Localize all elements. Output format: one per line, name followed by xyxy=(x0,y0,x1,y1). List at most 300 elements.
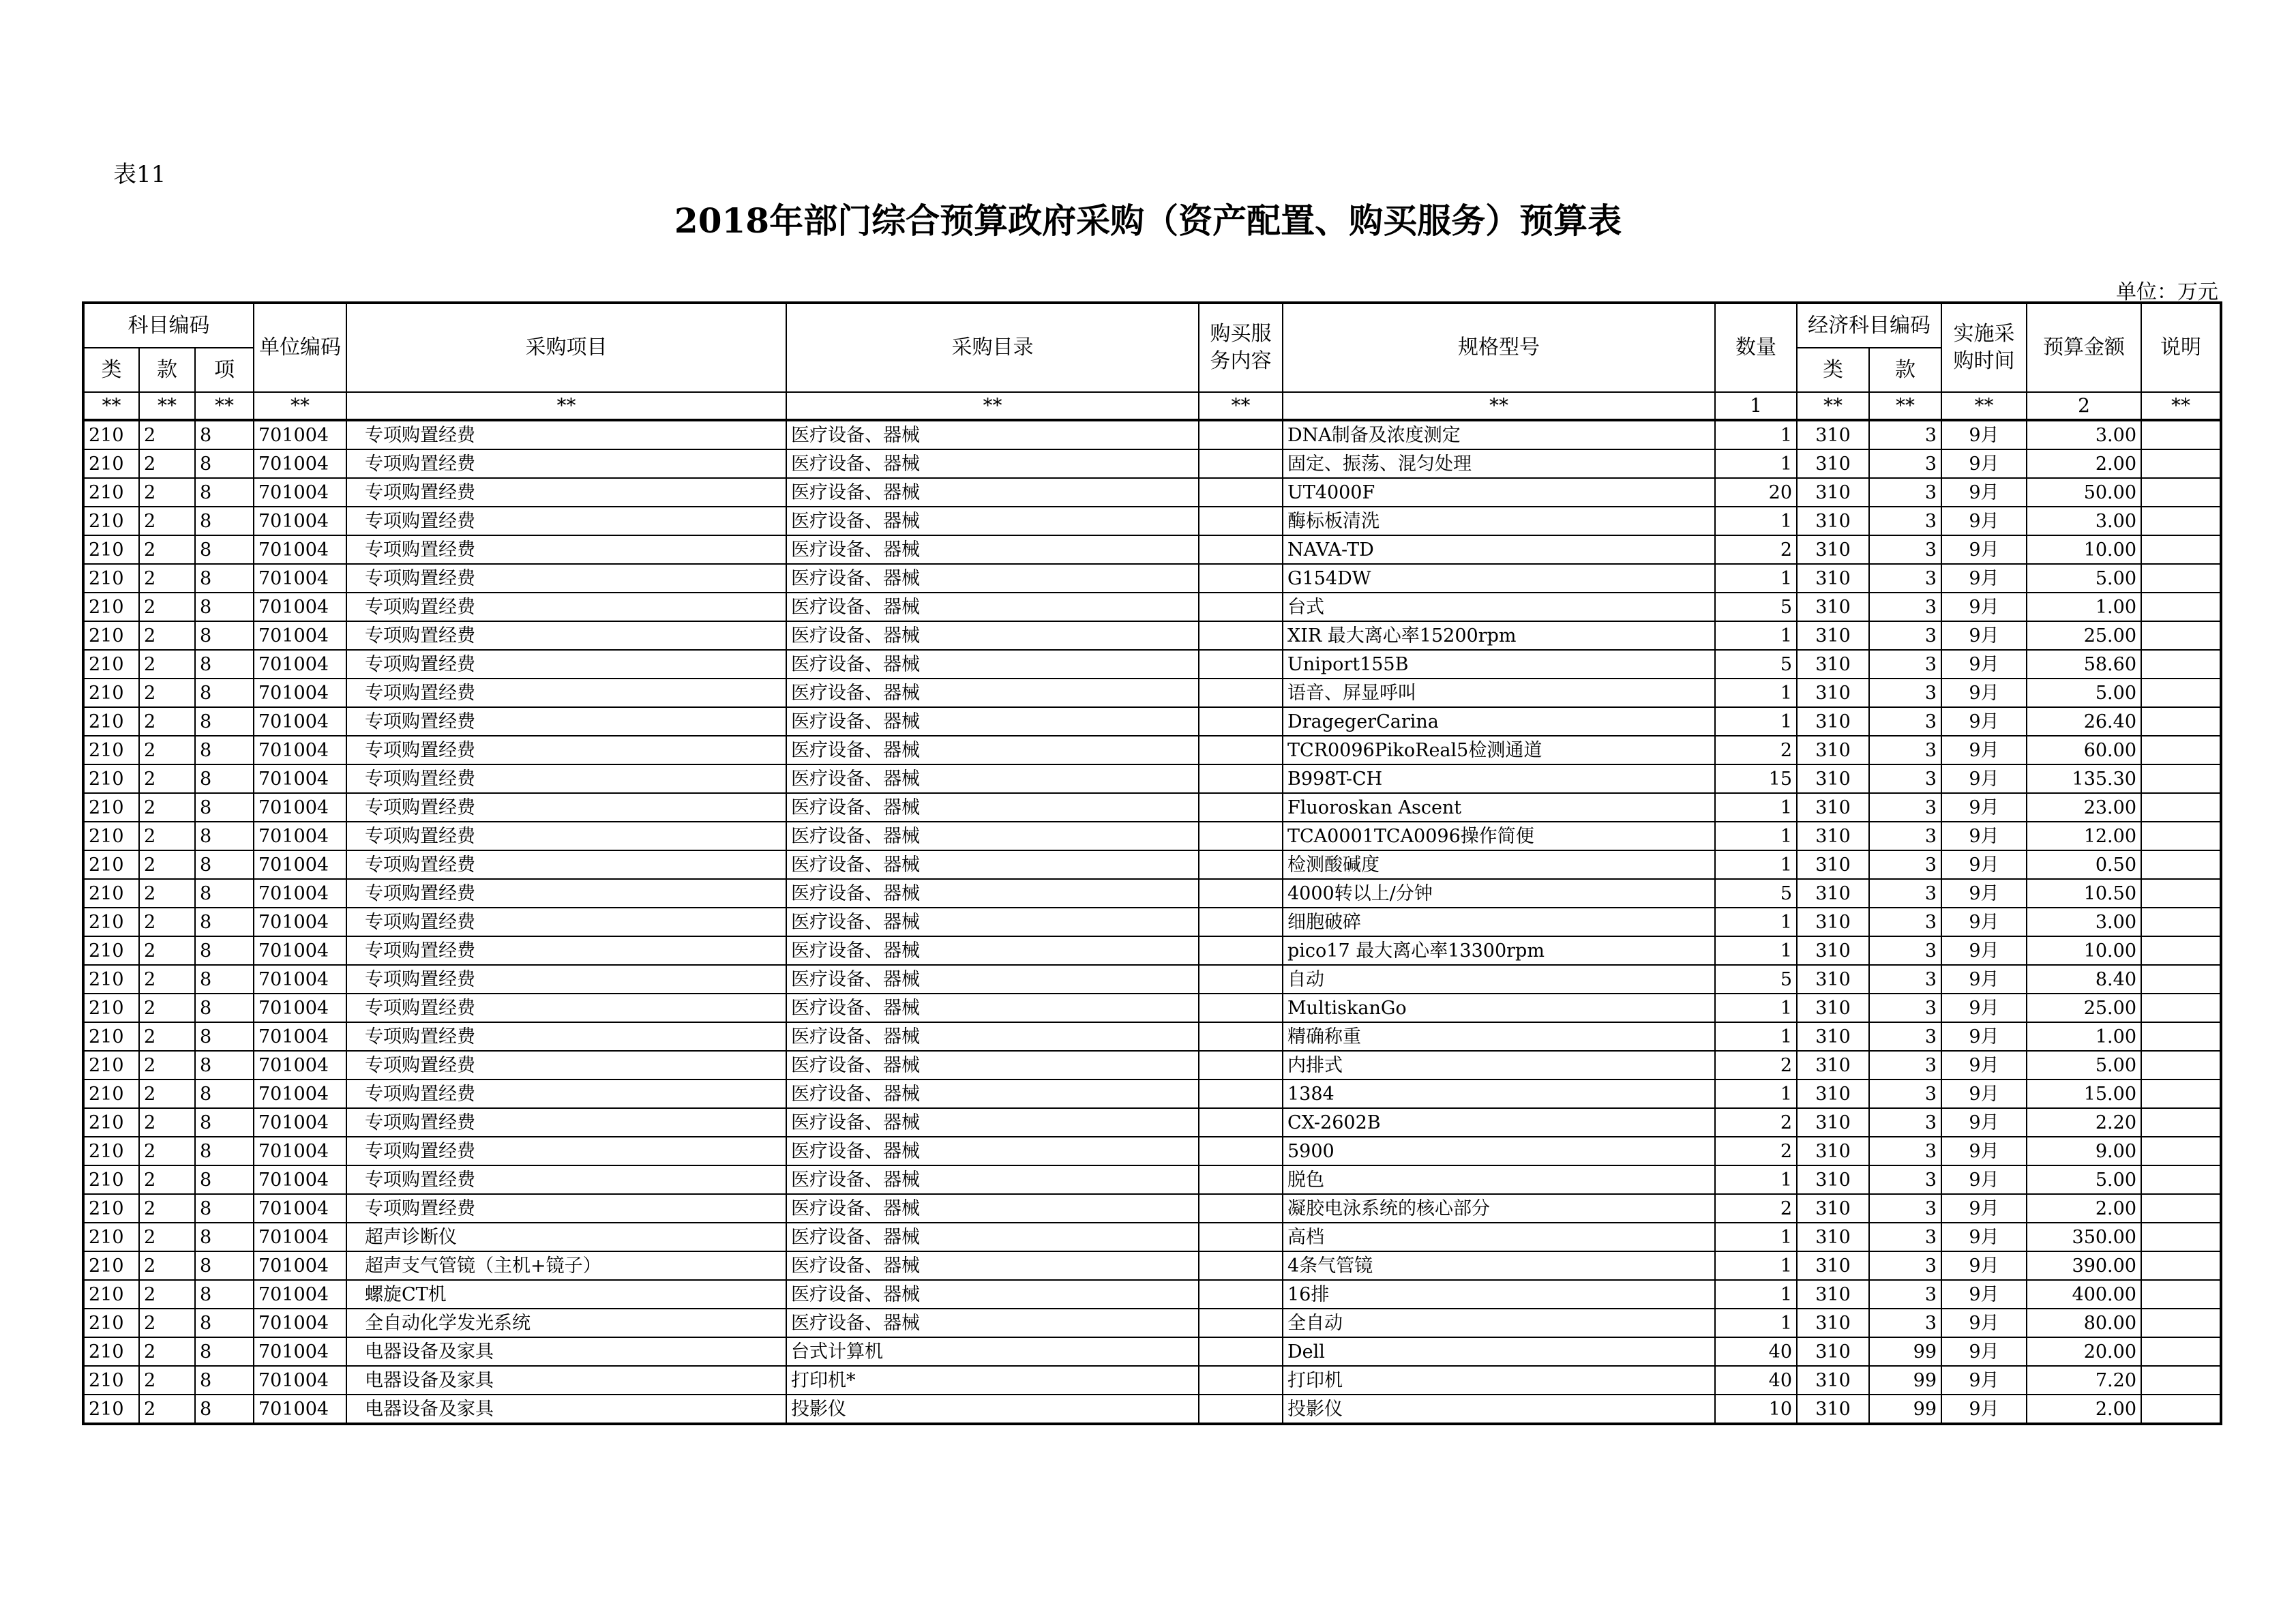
cell-project: 专项购置经费 xyxy=(346,535,786,564)
cell-project: 专项购置经费 xyxy=(346,478,786,507)
cell-kuan: 2 xyxy=(139,1051,195,1079)
cell-note xyxy=(2141,936,2221,965)
cell-spec: B998T-CH xyxy=(1283,764,1715,793)
cell-amount: 5.00 xyxy=(2027,679,2141,707)
cell-catalog: 医疗设备、器械 xyxy=(786,1223,1199,1251)
cell-time: 9月 xyxy=(1941,650,2027,679)
cell-kuan: 2 xyxy=(139,736,195,764)
cell-kuan: 2 xyxy=(139,1395,195,1424)
cell-note xyxy=(2141,793,2221,822)
cell-lei: 210 xyxy=(83,1108,139,1137)
cell-xiang: 8 xyxy=(195,1223,254,1251)
cell-xiang: 8 xyxy=(195,650,254,679)
cell-econ-lei: 310 xyxy=(1797,535,1869,564)
table-row xyxy=(83,564,2221,593)
cell-spec: 酶标板清洗 xyxy=(1283,507,1715,535)
cell-project: 专项购置经费 xyxy=(346,764,786,793)
cell-xiang: 8 xyxy=(195,507,254,535)
cell-unit-code: 701004 xyxy=(254,1108,346,1137)
cell-amount: 58.60 xyxy=(2027,650,2141,679)
cell-catalog: 医疗设备、器械 xyxy=(786,478,1199,507)
cell-time: 9月 xyxy=(1941,1165,2027,1194)
cell-spec: 固定、振荡、混匀处理 xyxy=(1283,449,1715,478)
cell-service xyxy=(1199,850,1283,879)
table-row xyxy=(83,1309,2221,1337)
cell-note xyxy=(2141,879,2221,908)
cell-kuan: 2 xyxy=(139,936,195,965)
cell-lei: 210 xyxy=(83,1079,139,1108)
cell-project: 专项购置经费 xyxy=(346,650,786,679)
cell-econ-kuan: 3 xyxy=(1869,1165,1941,1194)
cell-amount: 7.20 xyxy=(2027,1366,2141,1395)
table-row xyxy=(83,736,2221,764)
cell-quantity: 1 xyxy=(1715,679,1797,707)
cell-service xyxy=(1199,1165,1283,1194)
cell-spec: 自动 xyxy=(1283,965,1715,994)
cell-xiang: 8 xyxy=(195,1108,254,1137)
cell-project: 专项购置经费 xyxy=(346,850,786,879)
cell-note xyxy=(2141,1051,2221,1079)
table-row xyxy=(83,1108,2221,1137)
header-spec: 规格型号 xyxy=(1283,303,1715,392)
cell-quantity: 1 xyxy=(1715,707,1797,736)
marker-cell: ** xyxy=(195,392,254,420)
table-row xyxy=(83,1280,2221,1309)
cell-unit-code: 701004 xyxy=(254,822,346,850)
cell-kuan: 2 xyxy=(139,593,195,621)
cell-xiang: 8 xyxy=(195,1309,254,1337)
cell-unit-code: 701004 xyxy=(254,1251,346,1280)
cell-note xyxy=(2141,1366,2221,1395)
cell-amount: 12.00 xyxy=(2027,822,2141,850)
cell-amount: 2.00 xyxy=(2027,1194,2141,1223)
cell-spec: 凝胶电泳系统的核心部分 xyxy=(1283,1194,1715,1223)
cell-time: 9月 xyxy=(1941,793,2027,822)
cell-time: 9月 xyxy=(1941,965,2027,994)
cell-time: 9月 xyxy=(1941,707,2027,736)
cell-spec: 细胞破碎 xyxy=(1283,908,1715,936)
cell-kuan: 2 xyxy=(139,1165,195,1194)
cell-service xyxy=(1199,936,1283,965)
cell-project: 专项购置经费 xyxy=(346,1165,786,1194)
cell-note xyxy=(2141,1165,2221,1194)
cell-note xyxy=(2141,764,2221,793)
cell-unit-code: 701004 xyxy=(254,1280,346,1309)
cell-project: 专项购置经费 xyxy=(346,593,786,621)
cell-lei: 210 xyxy=(83,593,139,621)
cell-spec: 16排 xyxy=(1283,1280,1715,1309)
cell-quantity: 1 xyxy=(1715,420,1797,449)
cell-lei: 210 xyxy=(83,507,139,535)
cell-xiang: 8 xyxy=(195,449,254,478)
cell-spec: 5900 xyxy=(1283,1137,1715,1165)
cell-unit-code: 701004 xyxy=(254,850,346,879)
cell-service xyxy=(1199,764,1283,793)
cell-spec: 投影仪 xyxy=(1283,1395,1715,1424)
cell-xiang: 8 xyxy=(195,1022,254,1051)
marker-cell: ** xyxy=(139,392,195,420)
cell-time: 9月 xyxy=(1941,1251,2027,1280)
cell-unit-code: 701004 xyxy=(254,736,346,764)
cell-project: 专项购置经费 xyxy=(346,908,786,936)
cell-econ-kuan: 3 xyxy=(1869,994,1941,1022)
cell-econ-lei: 310 xyxy=(1797,1337,1869,1366)
cell-note xyxy=(2141,994,2221,1022)
table-row xyxy=(83,936,2221,965)
cell-note xyxy=(2141,564,2221,593)
cell-econ-lei: 310 xyxy=(1797,593,1869,621)
cell-quantity: 5 xyxy=(1715,965,1797,994)
cell-quantity: 15 xyxy=(1715,764,1797,793)
cell-econ-kuan: 3 xyxy=(1869,420,1941,449)
cell-service xyxy=(1199,1309,1283,1337)
cell-econ-lei: 310 xyxy=(1797,1366,1869,1395)
cell-note xyxy=(2141,507,2221,535)
cell-lei: 210 xyxy=(83,908,139,936)
cell-kuan: 2 xyxy=(139,1280,195,1309)
cell-amount: 1.00 xyxy=(2027,1022,2141,1051)
cell-amount: 26.40 xyxy=(2027,707,2141,736)
cell-xiang: 8 xyxy=(195,1194,254,1223)
cell-project: 专项购置经费 xyxy=(346,449,786,478)
cell-kuan: 2 xyxy=(139,994,195,1022)
cell-lei: 210 xyxy=(83,764,139,793)
cell-econ-lei: 310 xyxy=(1797,1251,1869,1280)
cell-project: 专项购置经费 xyxy=(346,1022,786,1051)
cell-quantity: 1 xyxy=(1715,1280,1797,1309)
cell-unit-code: 701004 xyxy=(254,1051,346,1079)
cell-kuan: 2 xyxy=(139,1022,195,1051)
cell-quantity: 2 xyxy=(1715,1137,1797,1165)
table-header xyxy=(83,303,2221,420)
cell-project: 专项购置经费 xyxy=(346,1079,786,1108)
cell-project: 专项购置经费 xyxy=(346,507,786,535)
cell-spec: 检测酸碱度 xyxy=(1283,850,1715,879)
table-row xyxy=(83,1223,2221,1251)
cell-time: 9月 xyxy=(1941,478,2027,507)
table-row xyxy=(83,1337,2221,1366)
cell-time: 9月 xyxy=(1941,822,2027,850)
cell-project: 专项购置经费 xyxy=(346,994,786,1022)
cell-kuan: 2 xyxy=(139,822,195,850)
table-row xyxy=(83,535,2221,564)
cell-catalog: 医疗设备、器械 xyxy=(786,621,1199,650)
cell-project: 电器设备及家具 xyxy=(346,1395,786,1424)
cell-lei: 210 xyxy=(83,420,139,449)
cell-unit-code: 701004 xyxy=(254,707,346,736)
cell-note xyxy=(2141,1337,2221,1366)
cell-spec: pico17 最大离心率13300rpm xyxy=(1283,936,1715,965)
cell-time: 9月 xyxy=(1941,1108,2027,1137)
cell-catalog: 医疗设备、器械 xyxy=(786,1079,1199,1108)
cell-econ-kuan: 3 xyxy=(1869,1022,1941,1051)
header-note: 说明 xyxy=(2141,303,2221,392)
cell-lei: 210 xyxy=(83,736,139,764)
cell-note xyxy=(2141,478,2221,507)
cell-project: 专项购置经费 xyxy=(346,1108,786,1137)
cell-econ-lei: 310 xyxy=(1797,965,1869,994)
cell-lei: 210 xyxy=(83,850,139,879)
cell-service xyxy=(1199,822,1283,850)
cell-service xyxy=(1199,707,1283,736)
cell-spec: Uniport155B xyxy=(1283,650,1715,679)
cell-amount: 25.00 xyxy=(2027,994,2141,1022)
cell-note xyxy=(2141,1280,2221,1309)
cell-service xyxy=(1199,908,1283,936)
cell-project: 超声诊断仪 xyxy=(346,1223,786,1251)
cell-project: 超声支气管镜（主机+镜子） xyxy=(346,1251,786,1280)
cell-unit-code: 701004 xyxy=(254,936,346,965)
marker-cell: ** xyxy=(1797,392,1869,420)
cell-econ-kuan: 3 xyxy=(1869,621,1941,650)
cell-lei: 210 xyxy=(83,1337,139,1366)
cell-quantity: 1 xyxy=(1715,1251,1797,1280)
cell-lei: 210 xyxy=(83,535,139,564)
cell-project: 电器设备及家具 xyxy=(346,1337,786,1366)
cell-xiang: 8 xyxy=(195,850,254,879)
cell-kuan: 2 xyxy=(139,965,195,994)
cell-quantity: 1 xyxy=(1715,1022,1797,1051)
table-row xyxy=(83,1395,2221,1424)
cell-time: 9月 xyxy=(1941,879,2027,908)
cell-note xyxy=(2141,1223,2221,1251)
cell-quantity: 40 xyxy=(1715,1337,1797,1366)
cell-kuan: 2 xyxy=(139,1223,195,1251)
cell-quantity: 1 xyxy=(1715,507,1797,535)
cell-service xyxy=(1199,793,1283,822)
cell-amount: 10.50 xyxy=(2027,879,2141,908)
cell-note xyxy=(2141,1194,2221,1223)
cell-lei: 210 xyxy=(83,707,139,736)
cell-econ-kuan: 3 xyxy=(1869,449,1941,478)
cell-spec: 精确称重 xyxy=(1283,1022,1715,1051)
cell-lei: 210 xyxy=(83,1165,139,1194)
cell-quantity: 2 xyxy=(1715,1051,1797,1079)
header-project: 采购项目 xyxy=(346,303,786,392)
cell-time: 9月 xyxy=(1941,1051,2027,1079)
table-row xyxy=(83,420,2221,449)
cell-note xyxy=(2141,1137,2221,1165)
cell-unit-code: 701004 xyxy=(254,1165,346,1194)
marker-cell: 2 xyxy=(2027,392,2141,420)
cell-xiang: 8 xyxy=(195,478,254,507)
table-row xyxy=(83,707,2221,736)
cell-note xyxy=(2141,1022,2221,1051)
table-row xyxy=(83,1251,2221,1280)
cell-econ-kuan: 3 xyxy=(1869,1137,1941,1165)
cell-econ-kuan: 99 xyxy=(1869,1337,1941,1366)
cell-catalog: 医疗设备、器械 xyxy=(786,1194,1199,1223)
cell-econ-kuan: 3 xyxy=(1869,1280,1941,1309)
cell-kuan: 2 xyxy=(139,478,195,507)
cell-econ-lei: 310 xyxy=(1797,707,1869,736)
cell-econ-lei: 310 xyxy=(1797,850,1869,879)
table-number-label: 表11 xyxy=(113,161,166,188)
marker-row xyxy=(83,392,2221,420)
header-quantity: 数量 xyxy=(1715,303,1797,392)
cell-econ-lei: 310 xyxy=(1797,621,1869,650)
cell-service xyxy=(1199,1395,1283,1424)
cell-lei: 210 xyxy=(83,1051,139,1079)
cell-lei: 210 xyxy=(83,478,139,507)
cell-xiang: 8 xyxy=(195,420,254,449)
cell-catalog: 医疗设备、器械 xyxy=(786,1108,1199,1137)
cell-econ-kuan: 3 xyxy=(1869,593,1941,621)
cell-note xyxy=(2141,822,2221,850)
cell-kuan: 2 xyxy=(139,1366,195,1395)
cell-xiang: 8 xyxy=(195,1395,254,1424)
cell-amount: 5.00 xyxy=(2027,564,2141,593)
table-row xyxy=(83,507,2221,535)
cell-amount: 10.00 xyxy=(2027,535,2141,564)
cell-time: 9月 xyxy=(1941,1022,2027,1051)
table-row xyxy=(83,793,2221,822)
table-row xyxy=(83,822,2221,850)
cell-service xyxy=(1199,879,1283,908)
cell-service xyxy=(1199,1194,1283,1223)
cell-note xyxy=(2141,535,2221,564)
cell-unit-code: 701004 xyxy=(254,420,346,449)
cell-catalog: 医疗设备、器械 xyxy=(786,793,1199,822)
cell-unit-code: 701004 xyxy=(254,650,346,679)
cell-amount: 2.00 xyxy=(2027,1395,2141,1424)
cell-kuan: 2 xyxy=(139,850,195,879)
cell-catalog: 医疗设备、器械 xyxy=(786,1251,1199,1280)
cell-amount: 10.00 xyxy=(2027,936,2141,965)
cell-quantity: 5 xyxy=(1715,879,1797,908)
marker-cell: ** xyxy=(2141,392,2221,420)
table-row xyxy=(83,1079,2221,1108)
cell-amount: 3.00 xyxy=(2027,507,2141,535)
cell-econ-lei: 310 xyxy=(1797,1051,1869,1079)
cell-kuan: 2 xyxy=(139,621,195,650)
cell-catalog: 医疗设备、器械 xyxy=(786,879,1199,908)
cell-service xyxy=(1199,1223,1283,1251)
cell-kuan: 2 xyxy=(139,1337,195,1366)
cell-catalog: 医疗设备、器械 xyxy=(786,420,1199,449)
cell-spec: 高档 xyxy=(1283,1223,1715,1251)
cell-time: 9月 xyxy=(1941,1366,2027,1395)
cell-spec: DNA制备及浓度测定 xyxy=(1283,420,1715,449)
cell-kuan: 2 xyxy=(139,707,195,736)
table-row xyxy=(83,650,2221,679)
page-title: 2018年部门综合预算政府采购（资产配置、购买服务）预算表 xyxy=(674,200,1622,241)
cell-catalog: 医疗设备、器械 xyxy=(786,679,1199,707)
cell-econ-kuan: 3 xyxy=(1869,879,1941,908)
cell-service xyxy=(1199,1137,1283,1165)
cell-time: 9月 xyxy=(1941,564,2027,593)
cell-econ-kuan: 3 xyxy=(1869,1223,1941,1251)
cell-lei: 210 xyxy=(83,449,139,478)
header-unit-code: 单位编码 xyxy=(254,303,346,392)
cell-spec: DragegerCarina xyxy=(1283,707,1715,736)
cell-amount: 50.00 xyxy=(2027,478,2141,507)
cell-spec: 4000转以上/分钟 xyxy=(1283,879,1715,908)
cell-unit-code: 701004 xyxy=(254,965,346,994)
cell-amount: 1.00 xyxy=(2027,593,2141,621)
cell-econ-lei: 310 xyxy=(1797,1079,1869,1108)
cell-unit-code: 701004 xyxy=(254,535,346,564)
cell-service xyxy=(1199,1022,1283,1051)
cell-econ-lei: 310 xyxy=(1797,764,1869,793)
cell-quantity: 5 xyxy=(1715,593,1797,621)
cell-quantity: 1 xyxy=(1715,621,1797,650)
cell-time: 9月 xyxy=(1941,736,2027,764)
cell-econ-lei: 310 xyxy=(1797,822,1869,850)
cell-unit-code: 701004 xyxy=(254,994,346,1022)
cell-time: 9月 xyxy=(1941,936,2027,965)
cell-econ-lei: 310 xyxy=(1797,908,1869,936)
cell-econ-kuan: 3 xyxy=(1869,965,1941,994)
cell-catalog: 医疗设备、器械 xyxy=(786,1051,1199,1079)
cell-quantity: 1 xyxy=(1715,564,1797,593)
cell-unit-code: 701004 xyxy=(254,593,346,621)
budget-table xyxy=(82,301,2222,1425)
cell-amount: 15.00 xyxy=(2027,1079,2141,1108)
cell-time: 9月 xyxy=(1941,449,2027,478)
cell-time: 9月 xyxy=(1941,621,2027,650)
cell-note xyxy=(2141,449,2221,478)
cell-time: 9月 xyxy=(1941,1395,2027,1424)
cell-xiang: 8 xyxy=(195,1280,254,1309)
cell-lei: 210 xyxy=(83,1366,139,1395)
cell-unit-code: 701004 xyxy=(254,764,346,793)
cell-amount: 20.00 xyxy=(2027,1337,2141,1366)
header-time: 实施采购时间 xyxy=(1941,303,2027,392)
cell-xiang: 8 xyxy=(195,994,254,1022)
cell-catalog: 医疗设备、器械 xyxy=(786,1165,1199,1194)
cell-project: 专项购置经费 xyxy=(346,621,786,650)
cell-quantity: 1 xyxy=(1715,1165,1797,1194)
cell-lei: 210 xyxy=(83,822,139,850)
cell-xiang: 8 xyxy=(195,593,254,621)
cell-service xyxy=(1199,1337,1283,1366)
cell-note xyxy=(2141,1395,2221,1424)
cell-project: 专项购置经费 xyxy=(346,420,786,449)
cell-catalog: 投影仪 xyxy=(786,1395,1199,1424)
marker-cell: ** xyxy=(1283,392,1715,420)
cell-unit-code: 701004 xyxy=(254,1022,346,1051)
cell-econ-lei: 310 xyxy=(1797,679,1869,707)
cell-spec: MultiskanGo xyxy=(1283,994,1715,1022)
cell-kuan: 2 xyxy=(139,1309,195,1337)
cell-amount: 60.00 xyxy=(2027,736,2141,764)
cell-project: 电器设备及家具 xyxy=(346,1366,786,1395)
cell-econ-lei: 310 xyxy=(1797,1280,1869,1309)
table-row xyxy=(83,994,2221,1022)
cell-kuan: 2 xyxy=(139,420,195,449)
marker-cell: ** xyxy=(83,392,139,420)
header-subject-code: 科目编码 xyxy=(83,303,254,348)
cell-catalog: 医疗设备、器械 xyxy=(786,1022,1199,1051)
cell-quantity: 2 xyxy=(1715,1194,1797,1223)
cell-time: 9月 xyxy=(1941,679,2027,707)
cell-amount: 135.30 xyxy=(2027,764,2141,793)
cell-econ-kuan: 3 xyxy=(1869,650,1941,679)
cell-time: 9月 xyxy=(1941,535,2027,564)
table-row xyxy=(83,593,2221,621)
cell-time: 9月 xyxy=(1941,1137,2027,1165)
marker-cell: ** xyxy=(346,392,786,420)
cell-catalog: 医疗设备、器械 xyxy=(786,593,1199,621)
cell-xiang: 8 xyxy=(195,879,254,908)
cell-project: 专项购置经费 xyxy=(346,822,786,850)
cell-project: 专项购置经费 xyxy=(346,1137,786,1165)
table-row xyxy=(83,879,2221,908)
cell-quantity: 1 xyxy=(1715,936,1797,965)
cell-amount: 350.00 xyxy=(2027,1223,2141,1251)
cell-econ-kuan: 3 xyxy=(1869,1309,1941,1337)
